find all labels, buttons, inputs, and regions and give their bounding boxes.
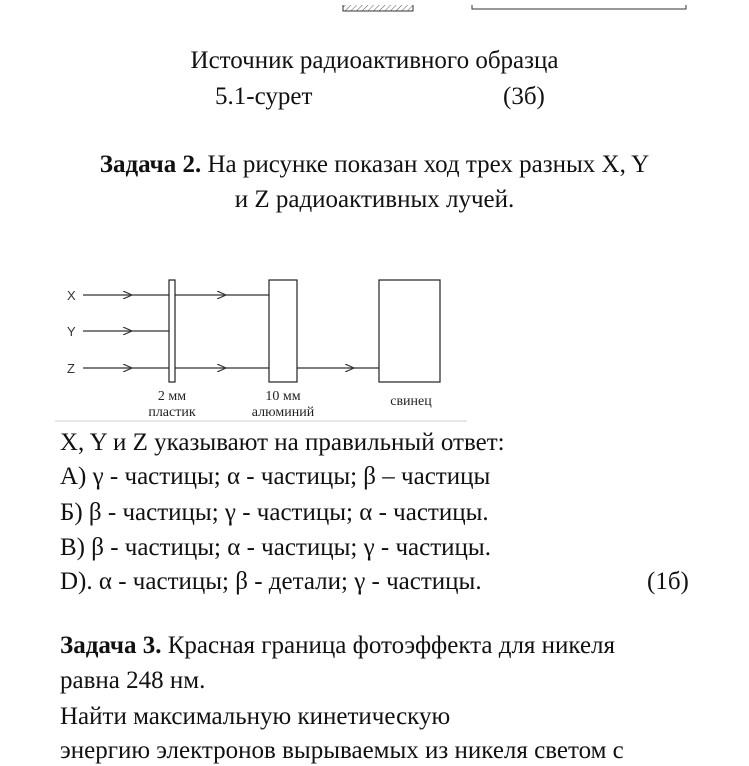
aluminium-thickness-label: 10 мм [265, 389, 301, 404]
ray-label-x: X [67, 288, 76, 303]
task3-label: Задача 3. [60, 632, 162, 659]
figure-points: (3б) [503, 83, 545, 110]
aluminium-material-label: алюминий [251, 405, 315, 420]
figure-number: 5.1-сурет [215, 83, 313, 110]
question-prompt: X, Y и Z указывают на правильный ответ: [60, 429, 505, 456]
task2-line2: и Z радиоактивных лучей. [234, 186, 515, 213]
lead-material-label: свинец [390, 394, 432, 409]
ray-label-y: Y [67, 324, 76, 339]
plastic-thickness-label: 2 мм [157, 389, 187, 404]
detector-box [472, 5, 686, 9]
plastic-barrier [169, 280, 175, 382]
task3-line1 [60, 631, 615, 661]
option-v: В) β - частицы; α - частицы; γ - частицы. [60, 534, 491, 561]
task2-line1 [0, 150, 749, 180]
figure-caption-title: Источник радиоактивного образца [190, 47, 559, 74]
hatched-sample-block [343, 5, 413, 11]
lead-barrier [379, 280, 440, 382]
task3-line3: Найти максимальную кинетическую [60, 703, 451, 730]
option-b: Б) β - частицы; γ - частицы; α - частицы. [60, 499, 489, 526]
plastic-material-label: пластик [148, 405, 196, 420]
aluminium-barrier [269, 280, 297, 382]
top-figure-fragment-svg [0, 5, 749, 13]
question-points: (1б) [647, 568, 689, 595]
task3-line2: равна 248 нм. [60, 667, 206, 694]
task3-line4: энергию электронов вырываемых из никеля светом с [60, 737, 624, 764]
ray-label-z: Z [67, 361, 75, 376]
option-d: D). α - частицы; β - детали; γ - частицы. [60, 568, 482, 595]
task2-text-1: На рисунке показан ход трех разных X, Y [201, 151, 650, 178]
top-figure-fragment [0, 0, 749, 8]
radiation-diagram [55, 270, 467, 430]
task2-label: Задача 2. [99, 151, 202, 178]
option-a: А) γ - частицы; α - частицы; β – частицы [60, 463, 491, 490]
task3-text-1: Красная граница фотоэффекта для никеля [161, 632, 616, 659]
radiation-diagram-svg [55, 270, 467, 430]
